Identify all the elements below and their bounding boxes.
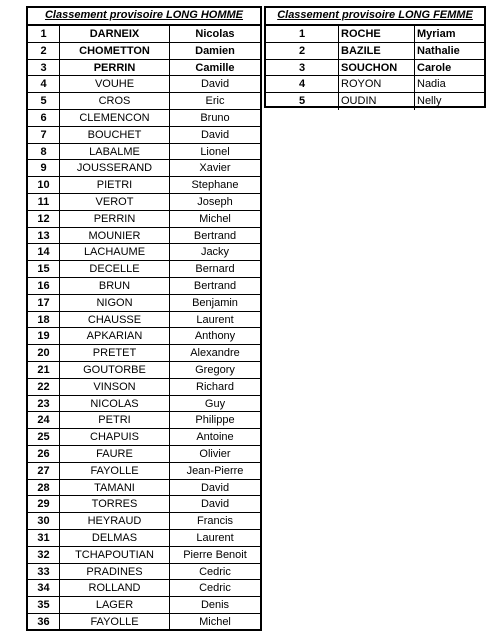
table-row bbox=[28, 110, 260, 127]
last-name-cell: PIETRI bbox=[59, 177, 169, 193]
first-name-cell: David bbox=[169, 76, 260, 92]
table-row bbox=[28, 412, 260, 429]
table-row bbox=[28, 379, 260, 396]
table-row bbox=[28, 614, 260, 631]
first-name-cell: Stephane bbox=[169, 177, 260, 193]
table-row bbox=[28, 295, 260, 312]
table-row bbox=[28, 194, 260, 211]
table-row bbox=[28, 127, 260, 144]
rank-cell: 34 bbox=[37, 582, 50, 595]
last-name-cell: GOUTORBE bbox=[59, 362, 169, 378]
last-name-cell: CHAPUIS bbox=[59, 429, 169, 445]
table-row bbox=[28, 345, 260, 362]
table-row bbox=[28, 496, 260, 513]
last-name-cell: VOUHE bbox=[59, 76, 169, 92]
first-name-cell: Bernard bbox=[169, 261, 260, 277]
table-row bbox=[266, 93, 484, 110]
first-name-cell: Jean-Pierre bbox=[169, 463, 260, 479]
last-name-cell: ROYON bbox=[338, 76, 414, 92]
table-row bbox=[28, 480, 260, 497]
last-name-cell: CROS bbox=[59, 93, 169, 109]
rank-cell: 4 bbox=[298, 78, 306, 91]
last-name-cell: CHAUSSE bbox=[59, 312, 169, 328]
first-name-cell: Laurent bbox=[169, 312, 260, 328]
first-name-cell: Alexandre bbox=[169, 345, 260, 361]
last-name-cell: PRADINES bbox=[59, 564, 169, 580]
last-name-cell: DECELLE bbox=[59, 261, 169, 277]
first-name-cell: David bbox=[169, 127, 260, 143]
last-name-cell: PRETET bbox=[59, 345, 169, 361]
table-row bbox=[28, 463, 260, 480]
rank-cell: 35 bbox=[37, 599, 50, 612]
rank-cell: 24 bbox=[37, 414, 50, 427]
first-name-cell: Richard bbox=[169, 379, 260, 395]
table-row bbox=[28, 60, 260, 77]
rank-cell: 29 bbox=[37, 498, 50, 511]
rank-cell: 6 bbox=[40, 111, 47, 124]
rank-cell: 32 bbox=[37, 548, 50, 561]
table-row bbox=[28, 446, 260, 463]
table-row bbox=[28, 547, 260, 564]
rank-cell: 28 bbox=[37, 481, 50, 494]
table-row bbox=[266, 26, 484, 43]
last-name-cell: DELMAS bbox=[59, 530, 169, 546]
table-row bbox=[28, 597, 260, 614]
rank-cell: 26 bbox=[37, 447, 50, 460]
first-name-cell: Lionel bbox=[169, 144, 260, 160]
first-name-cell: David bbox=[169, 496, 260, 512]
first-name-cell: Nelly bbox=[414, 93, 484, 110]
rank-cell: 4 bbox=[40, 78, 47, 91]
first-name-cell: Pierre Benoit bbox=[169, 547, 260, 563]
last-name-cell: PETRI bbox=[59, 412, 169, 428]
first-name-cell: Myriam bbox=[414, 26, 484, 42]
table-row bbox=[28, 261, 260, 278]
first-name-cell: Carole bbox=[414, 60, 484, 76]
rank-cell: 18 bbox=[37, 313, 50, 326]
table-row bbox=[28, 278, 260, 295]
rank-cell: 13 bbox=[37, 229, 50, 242]
rank-cell: 11 bbox=[37, 195, 50, 208]
first-name-cell: Joseph bbox=[169, 194, 260, 210]
last-name-cell: DARNEIX bbox=[59, 26, 169, 42]
women-rows bbox=[266, 26, 484, 110]
rank-cell: 21 bbox=[37, 363, 50, 376]
rank-cell: 31 bbox=[37, 531, 50, 544]
rank-cell: 19 bbox=[37, 330, 50, 343]
first-name-cell: David bbox=[169, 480, 260, 496]
last-name-cell: PERRIN bbox=[59, 60, 169, 76]
first-name-cell: Antoine bbox=[169, 429, 260, 445]
table-row bbox=[28, 211, 260, 228]
men-table-title: Classement provisoire LONG HOMME bbox=[28, 8, 260, 26]
last-name-cell: ROLLAND bbox=[59, 580, 169, 596]
first-name-cell: Bertrand bbox=[169, 278, 260, 294]
table-row bbox=[28, 328, 260, 345]
first-name-cell: Gregory bbox=[169, 362, 260, 378]
table-row bbox=[28, 93, 260, 110]
first-name-cell: Jacky bbox=[169, 244, 260, 260]
first-name-cell: Nadia bbox=[414, 76, 484, 92]
last-name-cell: ROCHE bbox=[338, 26, 414, 42]
first-name-cell: Eric bbox=[169, 93, 260, 109]
women-table-title: Classement provisoire LONG FEMME bbox=[266, 8, 484, 26]
last-name-cell: TCHAPOUTIAN bbox=[59, 547, 169, 563]
rank-cell: 16 bbox=[37, 279, 50, 292]
first-name-cell: Camille bbox=[169, 60, 260, 76]
rank-cell: 3 bbox=[298, 61, 306, 74]
table-row bbox=[28, 429, 260, 446]
rank-cell: 14 bbox=[37, 246, 50, 259]
last-name-cell: FAYOLLE bbox=[59, 463, 169, 479]
rank-cell: 17 bbox=[37, 296, 50, 309]
rank-cell: 5 bbox=[298, 95, 306, 108]
table-row bbox=[28, 396, 260, 413]
table-row bbox=[28, 76, 260, 93]
table-row bbox=[28, 26, 260, 43]
last-name-cell: TORRES bbox=[59, 496, 169, 512]
last-name-cell: SOUCHON bbox=[338, 60, 414, 76]
table-row bbox=[28, 530, 260, 547]
rank-cell: 2 bbox=[40, 44, 47, 57]
rank-cell: 22 bbox=[37, 380, 50, 393]
last-name-cell: LAGER bbox=[59, 597, 169, 613]
first-name-cell: Damien bbox=[169, 43, 260, 59]
first-name-cell: Cedric bbox=[169, 564, 260, 580]
rank-cell: 3 bbox=[40, 61, 47, 74]
rank-cell: 27 bbox=[37, 464, 50, 477]
men-rows bbox=[28, 26, 260, 631]
last-name-cell: NIGON bbox=[59, 295, 169, 311]
first-name-cell: Anthony bbox=[169, 328, 260, 344]
table-row bbox=[266, 60, 484, 77]
first-name-cell: Bertrand bbox=[169, 228, 260, 244]
rank-cell: 23 bbox=[37, 397, 50, 410]
rank-cell: 5 bbox=[40, 95, 47, 108]
rank-cell: 20 bbox=[37, 347, 50, 360]
rank-cell: 1 bbox=[40, 28, 47, 40]
last-name-cell: MOUNIER bbox=[59, 228, 169, 244]
rank-cell: 10 bbox=[37, 179, 50, 192]
first-name-cell: Benjamin bbox=[169, 295, 260, 311]
last-name-cell: VINSON bbox=[59, 379, 169, 395]
table-row bbox=[28, 144, 260, 161]
first-name-cell: Francis bbox=[169, 513, 260, 529]
men-ranking-table bbox=[26, 6, 262, 631]
first-name-cell: Denis bbox=[169, 597, 260, 613]
first-name-cell: Philippe bbox=[169, 412, 260, 428]
last-name-cell: OUDIN bbox=[338, 93, 414, 110]
rank-cell: 9 bbox=[40, 162, 47, 175]
table-row bbox=[28, 244, 260, 261]
last-name-cell: NICOLAS bbox=[59, 396, 169, 412]
last-name-cell: LACHAUME bbox=[59, 244, 169, 260]
table-row bbox=[28, 362, 260, 379]
rank-cell: 30 bbox=[37, 515, 50, 528]
first-name-cell: Guy bbox=[169, 396, 260, 412]
table-row bbox=[28, 228, 260, 245]
last-name-cell: PERRIN bbox=[59, 211, 169, 227]
last-name-cell: BRUN bbox=[59, 278, 169, 294]
table-row bbox=[28, 312, 260, 329]
rank-cell: 2 bbox=[298, 44, 306, 57]
rank-cell: 33 bbox=[37, 565, 50, 578]
rank-cell: 25 bbox=[37, 431, 50, 444]
table-row bbox=[266, 43, 484, 60]
last-name-cell: JOUSSERAND bbox=[59, 160, 169, 176]
rank-cell: 15 bbox=[37, 263, 50, 276]
rank-cell: 12 bbox=[37, 212, 50, 225]
last-name-cell: BOUCHET bbox=[59, 127, 169, 143]
rank-cell: 36 bbox=[37, 615, 50, 628]
table-row bbox=[28, 160, 260, 177]
last-name-cell: FAYOLLE bbox=[59, 614, 169, 631]
first-name-cell: Laurent bbox=[169, 530, 260, 546]
rank-cell: 7 bbox=[40, 128, 47, 141]
table-row bbox=[28, 513, 260, 530]
rank-cell: 1 bbox=[298, 28, 306, 40]
first-name-cell: Michel bbox=[169, 614, 260, 631]
table-row bbox=[28, 580, 260, 597]
last-name-cell: LABALME bbox=[59, 144, 169, 160]
last-name-cell: VEROT bbox=[59, 194, 169, 210]
table-row bbox=[28, 43, 260, 60]
women-ranking-table bbox=[264, 6, 486, 108]
table-row bbox=[28, 177, 260, 194]
table-row bbox=[28, 564, 260, 581]
table-row bbox=[266, 76, 484, 93]
last-name-cell: FAURE bbox=[59, 446, 169, 462]
last-name-cell: CLEMENCON bbox=[59, 110, 169, 126]
last-name-cell: BAZILE bbox=[338, 43, 414, 59]
first-name-cell: Cedric bbox=[169, 580, 260, 596]
first-name-cell: Olivier bbox=[169, 446, 260, 462]
rank-cell: 8 bbox=[40, 145, 47, 158]
first-name-cell: Nicolas bbox=[169, 26, 260, 42]
first-name-cell: Xavier bbox=[169, 160, 260, 176]
first-name-cell: Michel bbox=[169, 211, 260, 227]
last-name-cell: CHOMETTON bbox=[59, 43, 169, 59]
first-name-cell: Nathalie bbox=[414, 43, 484, 59]
last-name-cell: TAMANI bbox=[59, 480, 169, 496]
last-name-cell: APKARIAN bbox=[59, 328, 169, 344]
last-name-cell: HEYRAUD bbox=[59, 513, 169, 529]
first-name-cell: Bruno bbox=[169, 110, 260, 126]
